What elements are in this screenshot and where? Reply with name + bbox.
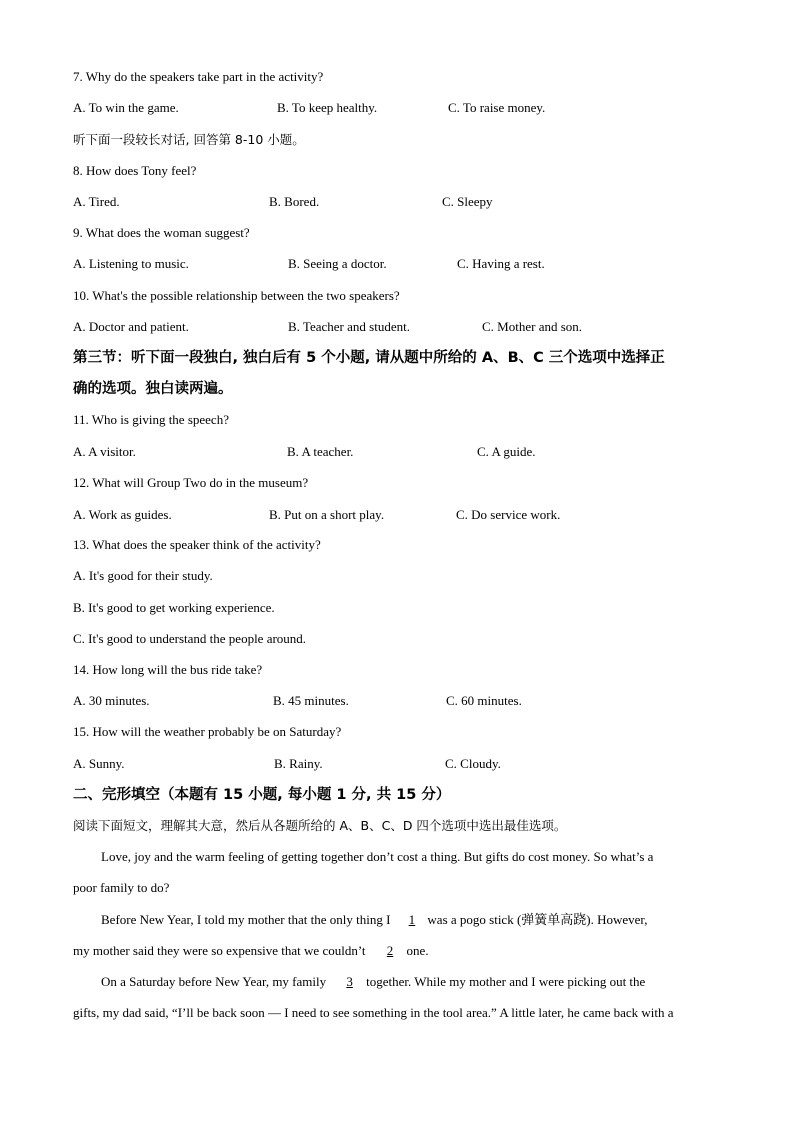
part-2-heading: 二、完形填空（本题有 15 小题, 每小题 1 分, 共 15 分） [73,787,451,803]
question-7-stem: 7. Why do the speakers take part in the activity? [73,69,324,84]
passage-p2-line1 [101,912,647,928]
blank-2: 2 [386,943,394,958]
passage-text: Before New Year, I told my mother that the only thing I [101,912,394,927]
option-a: A. Sunny. [73,756,125,771]
passage-text: my mother said they were so expensive that we couldn’t [73,943,369,958]
question-13-option-a: A. It's good for their study. [73,568,213,583]
question-13-option-b: B. It's good to get working experience. [73,600,275,615]
option-a: A. Work as guides. [73,507,172,522]
option-b: B. A teacher. [287,444,354,459]
option-c: C. Mother and son. [482,319,583,334]
option-b: B. Seeing a doctor. [288,256,387,271]
option-a: A. 30 minutes. [73,693,150,708]
option-c: C. 60 minutes. [446,693,522,708]
question-8-stem: 8. How does Tony feel? [73,163,197,178]
option-c: C. Cloudy. [445,756,501,771]
option-a: A. Doctor and patient. [73,319,189,334]
option-c: C. Do service work. [456,507,561,522]
question-13-option-c: C. It's good to understand the people around. [73,631,307,646]
option-b: B. 45 minutes. [273,693,349,708]
option-a: A. To win the game. [73,100,179,115]
passage-text: together. While my mother and I were picking out the [362,974,646,989]
option-c: C. Having a rest. [457,256,545,271]
option-a: A. Tired. [73,194,120,209]
question-14-stem: 14. How long will the bus ride take? [73,662,263,677]
passage-text: On a Saturday before New Year, my family [101,974,330,989]
passage-p3-line1 [101,974,645,990]
passage-p3-line2: gifts, my dad said, “I’ll be back soon — I need to see something in the tool area.” A little later, he came back with a [73,1005,674,1020]
option-a: A. Listening to music. [73,256,189,271]
question-9-stem: 9. What does the woman suggest? [73,225,250,240]
passage-p1-line2: poor family to do? [73,880,170,895]
option-b: B. Put on a short play. [269,507,385,522]
passage-p2-line2 [73,943,429,959]
section-3-heading-line1: 第三节：听下面一段独白, 独白后有 5 个小题, 请从题中所给的 A、B、C 三个选项中选择正 [73,350,665,366]
instruction-8-10: 听下面一段较长对话, 回答第 8-10 小题。 [73,132,305,147]
question-13-stem: 13. What does the speaker think of the activity? [73,537,321,552]
question-10-stem: 10. What's the possible relationship between the two speakers? [73,288,400,303]
question-11-stem: 11. Who is giving the speech? [73,412,229,427]
passage-text: one. [403,943,429,958]
option-a: A. A visitor. [73,444,136,459]
option-b: B. Rainy. [274,756,323,771]
question-12-stem: 12. What will Group Two do in the museum? [73,475,309,490]
option-c: C. To raise money. [448,100,546,115]
option-c: C. Sleepy [442,194,493,209]
blank-3: 3 [346,974,353,989]
option-b: B. Teacher and student. [288,319,410,334]
option-c: C. A guide. [477,444,536,459]
section-3-heading-line2: 确的选项。独白读两遍。 [73,381,233,397]
blank-1: 1 [408,912,416,927]
passage-text: was a pogo stick (弹簧单高跷). However, [424,912,648,927]
passage-p1-line1: Love, joy and the warm feeling of getting together don’t cost a thing. But gifts do cost money. So what’s a [101,849,654,864]
option-b: B. Bored. [269,194,320,209]
option-b: B. To keep healthy. [277,100,378,115]
question-15-stem: 15. How will the weather probably be on Saturday? [73,724,342,739]
part-2-instruction: 阅读下面短文，理解其大意，然后从各题所给的 A、B、C、D 四个选项中选出最佳选项。 [73,818,567,833]
